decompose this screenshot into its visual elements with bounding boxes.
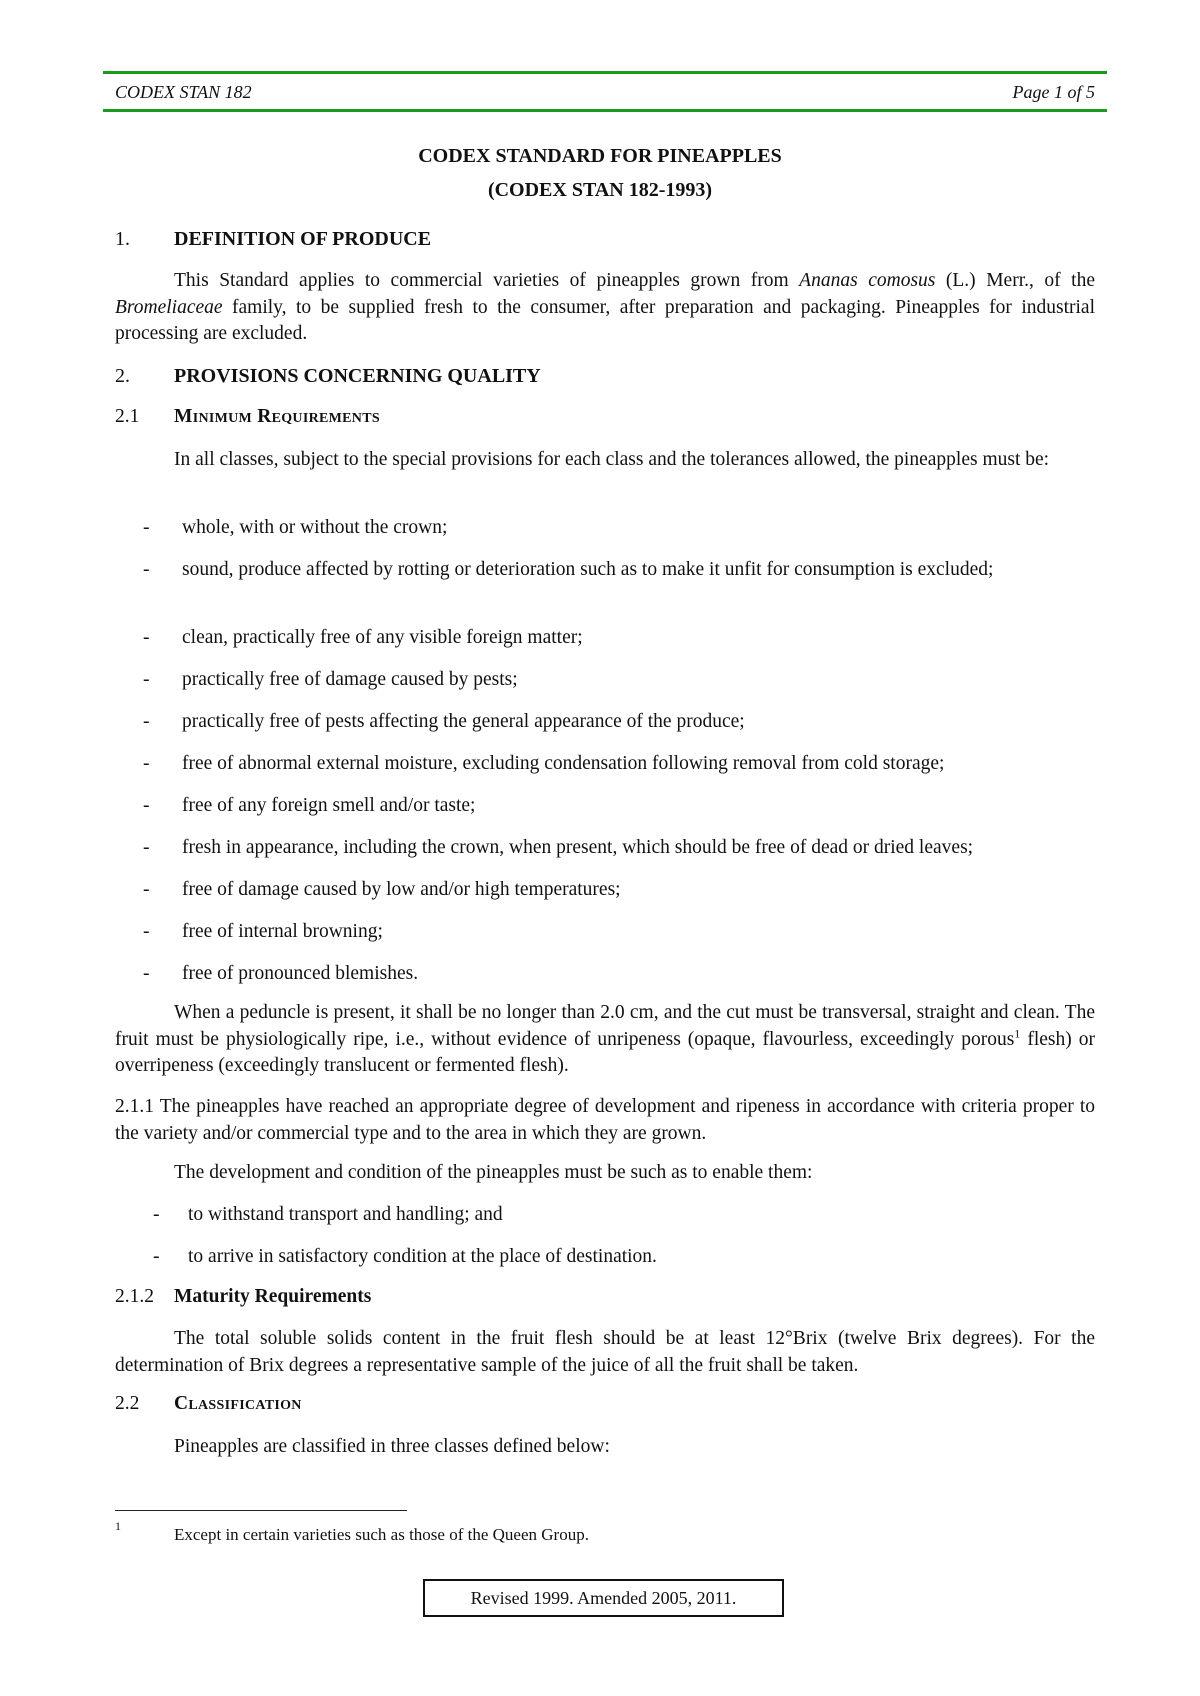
bullet-dash: - bbox=[143, 879, 150, 900]
list-item-text: free of any foreign smell and/or taste; bbox=[182, 795, 476, 816]
bullet-dash: - bbox=[143, 559, 150, 580]
minimum-requirements-intro: In all classes, subject to the special provisions for each class and the tolerances allowed, the pineapples must be: bbox=[174, 449, 1050, 470]
section-number: 1. bbox=[115, 228, 130, 250]
maturity-paragraph: The total soluble solids content in the fruit flesh should be at least 12°Brix (twelve Brix degrees). For the determination of Brix degrees a representative sample of the juice of all the fruit shall be taken. bbox=[115, 1328, 1095, 1376]
bullet-dash: - bbox=[153, 1204, 160, 1225]
footnote-text: Except in certain varieties such as those of the Queen Group. bbox=[174, 1525, 589, 1544]
footnote-mark: 1 bbox=[115, 1519, 121, 1533]
header-bottom-rule bbox=[103, 109, 1107, 112]
text-run: (L.) Merr., of the bbox=[935, 270, 1095, 291]
list-item bbox=[115, 877, 1095, 904]
list-item-text: free of pronounced blemishes. bbox=[182, 963, 419, 984]
text-run: flesh) or overripeness (exceedingly translucent or fermented flesh). bbox=[115, 1028, 1095, 1076]
list-item bbox=[115, 793, 1095, 820]
header-page-number: Page 1 of 5 bbox=[1012, 82, 1095, 102]
list-item bbox=[115, 515, 1095, 542]
development-condition-intro: The development and condition of the pineapples must be such as to enable them: bbox=[174, 1162, 813, 1183]
bullet-dash: - bbox=[143, 753, 150, 774]
family-name: Bromeliaceae bbox=[115, 296, 223, 318]
list-item bbox=[115, 1244, 1095, 1271]
peduncle-paragraph bbox=[115, 1000, 1095, 1080]
footnote-separator bbox=[115, 1510, 407, 1511]
header-doc-code: CODEX STAN 182 bbox=[115, 82, 252, 102]
subsection-title: Maturity Requirements bbox=[174, 1286, 372, 1307]
list-item bbox=[115, 1202, 1095, 1229]
bullet-dash: - bbox=[143, 627, 150, 648]
list-item-text: to arrive in satisfactory condition at the place of destination. bbox=[188, 1246, 657, 1267]
list-item bbox=[115, 919, 1095, 946]
list-item-text: clean, practically free of any visible foreign matter; bbox=[182, 627, 583, 648]
list-item bbox=[115, 625, 1095, 652]
list-item-text: free of damage caused by low and/or high temperatures; bbox=[182, 879, 621, 900]
bullet-dash: - bbox=[143, 963, 150, 984]
document-title: CODEX STANDARD FOR PINEAPPLES bbox=[418, 145, 782, 167]
list-item-text: fresh in appearance, including the crown, when present, which should be free of dead or dried leaves; bbox=[182, 837, 974, 858]
text-run: This Standard applies to commercial varieties of pineapples grown from bbox=[174, 270, 800, 291]
subsection-title: Minimum Requirements bbox=[174, 406, 380, 427]
list-item bbox=[115, 709, 1095, 736]
bullet-dash: - bbox=[143, 921, 150, 942]
bullet-dash: - bbox=[143, 795, 150, 816]
bullet-dash: - bbox=[143, 669, 150, 690]
list-item-text: practically free of pests affecting the general appearance of the produce; bbox=[182, 711, 745, 732]
list-item bbox=[115, 557, 1095, 584]
header-top-rule bbox=[103, 71, 1107, 74]
bullet-dash: - bbox=[143, 837, 150, 858]
list-item bbox=[115, 667, 1095, 694]
section-title: PROVISIONS CONCERNING QUALITY bbox=[174, 365, 541, 387]
subsection-number: 2.1.2 bbox=[115, 1286, 154, 1307]
text-run: When a peduncle is present, it shall be no longer than 2.0 cm, and the cut must be transversal, straight and clean. The fruit must be physiologically ripe, i.e., without evidence of unripeness (opaque, flavourless, exceedingly porous bbox=[115, 1002, 1095, 1050]
list-item bbox=[115, 961, 1095, 988]
list-item bbox=[115, 835, 1095, 862]
list-item-text: to withstand transport and handling; and bbox=[188, 1204, 503, 1225]
list-item-text: sound, produce affected by rotting or deterioration such as to make it unfit for consumption is excluded; bbox=[182, 559, 994, 580]
bullet-dash: - bbox=[143, 517, 150, 538]
species-name: Ananas comosus bbox=[799, 270, 936, 291]
subsection-number: 2.2 bbox=[115, 1393, 140, 1414]
text-run: family, to be supplied fresh to the consumer, after preparation and packaging. Pineapples for industrial processing are excluded. bbox=[115, 296, 1095, 344]
list-item-text: free of internal browning; bbox=[182, 921, 383, 942]
definition-paragraph bbox=[115, 268, 1095, 348]
revision-box: Revised 1999. Amended 2005, 2011. bbox=[423, 1579, 784, 1617]
list-item-text: free of abnormal external moisture, excluding condensation following removal from cold storage; bbox=[182, 753, 945, 774]
document-subtitle: (CODEX STAN 182-1993) bbox=[487, 179, 713, 201]
footnote-reference[interactable]: 1 bbox=[1014, 1026, 1021, 1040]
classification-paragraph: Pineapples are classified in three classes defined below: bbox=[174, 1436, 610, 1457]
subsection-title: Classification bbox=[174, 1393, 302, 1414]
list-item-text: practically free of damage caused by pests; bbox=[182, 669, 518, 690]
bullet-dash: - bbox=[153, 1246, 160, 1267]
bullet-dash: - bbox=[143, 711, 150, 732]
subsection-number: 2.1 bbox=[115, 406, 140, 427]
list-item bbox=[115, 751, 1095, 778]
section-number: 2. bbox=[115, 365, 130, 387]
section-title: DEFINITION OF PRODUCE bbox=[174, 228, 432, 250]
development-paragraph: 2.1.1 The pineapples have reached an appropriate degree of development and ripeness in accordance with criteria proper to the variety and/or commercial type and to the area in which they are grown. bbox=[115, 1096, 1095, 1144]
list-item-text: whole, with or without the crown; bbox=[182, 517, 448, 538]
